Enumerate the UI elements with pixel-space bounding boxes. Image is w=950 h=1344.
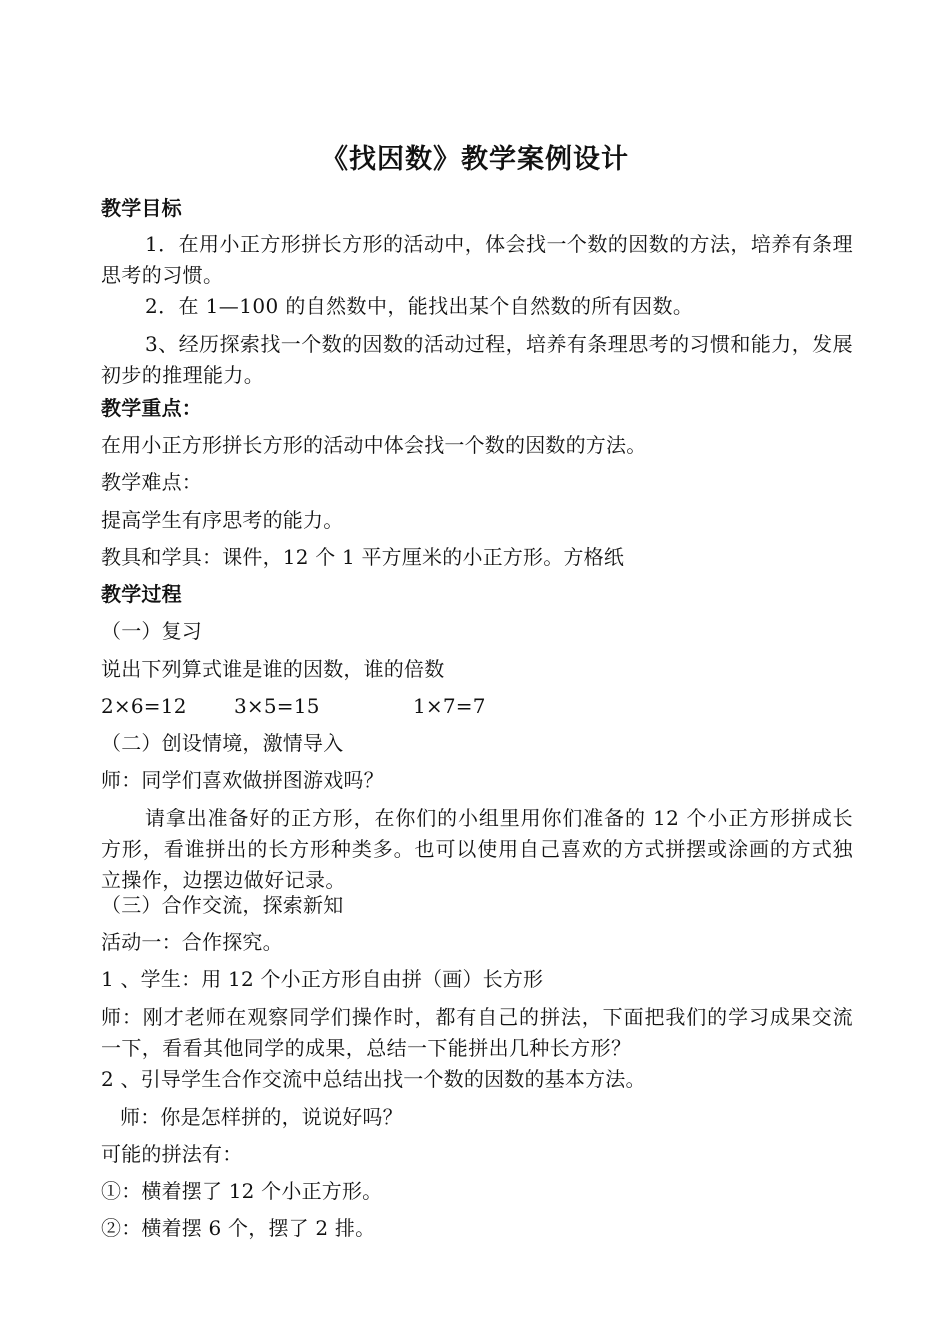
objectives-heading: 教学目标 — [101, 196, 182, 220]
way-1: ①：横着摆了 12 个小正方形。 — [101, 1179, 383, 1203]
teacher-observation: 师：刚才老师在观察同学们操作时，都有自己的拼法，下面把我们的学习成果交流一下，看看其他同学的成果，总结一下能拼出几种长方形？ — [101, 1005, 853, 1060]
objective-2 — [101, 291, 853, 322]
teacher-question: 师：同学们喜欢做拼图游戏吗？ — [101, 768, 384, 792]
way-2: ②：横着摆 6 个，摆了 2 排。 — [101, 1216, 376, 1240]
scene-heading: （二）创设情境，激情导入 — [101, 731, 344, 755]
difficulty-text: 提高学生有序思考的能力。 — [101, 508, 344, 532]
document-title: 《找因数》教学案例设计 — [321, 144, 629, 175]
objective-3-text: 3、经历探索找一个数的因数的活动过程，培养有条理思考的习惯和能力，发展初步的推理能力。 — [101, 332, 853, 387]
difficulty-heading: 教学难点： — [101, 470, 202, 494]
activity-1: 活动一：合作探究。 — [101, 930, 283, 954]
instruction-paragraph — [101, 803, 853, 896]
key-point-text: 在用小正方形拼长方形的活动中体会找一个数的因数的方法。 — [101, 433, 647, 457]
equation-1: 2×6=12 — [101, 694, 187, 718]
objective-1 — [101, 229, 853, 291]
instruction-text: 请拿出准备好的正方形，在你们的小组里用你们准备的 12 个小正方形拼成长方形，看谁拼出的长方形种类多。也可以使用自己喜欢的方式拼摆或涂画的方式独立操作，边摆边做好记录。 — [101, 806, 853, 892]
equations-row — [101, 694, 486, 718]
equation-3: 1×7=7 — [413, 694, 486, 718]
objective-2-text: 2．在 1—100 的自然数中，能找出某个自然数的所有因数。 — [145, 294, 694, 318]
tools-text: 教具和学具：课件，12 个 1 平方厘米的小正方形。方格纸 — [101, 545, 625, 569]
key-point-heading: 教学重点： — [101, 396, 202, 420]
equation-2: 3×5=15 — [234, 694, 320, 718]
possible-ways: 可能的拼法有： — [101, 1142, 243, 1166]
step-1: 1 、学生：用 12 个小正方形自由拼（画）长方形 — [101, 967, 544, 991]
objective-3 — [101, 329, 853, 391]
process-heading: 教学过程 — [101, 582, 182, 606]
teacher-ask: 师：你是怎样拼的，说说好吗？ — [120, 1105, 403, 1129]
step-2: 2 、引导学生合作交流中总结出找一个数的因数的基本方法。 — [101, 1067, 646, 1091]
objective-1-text: 1．在用小正方形拼长方形的活动中，体会找一个数的因数的方法，培养有条理思考的习惯。 — [101, 232, 853, 287]
review-prompt: 说出下列算式谁是谁的因数，谁的倍数 — [101, 657, 445, 681]
review-heading: （一）复习 — [101, 619, 202, 643]
explore-heading: （三）合作交流，探索新知 — [101, 893, 344, 917]
